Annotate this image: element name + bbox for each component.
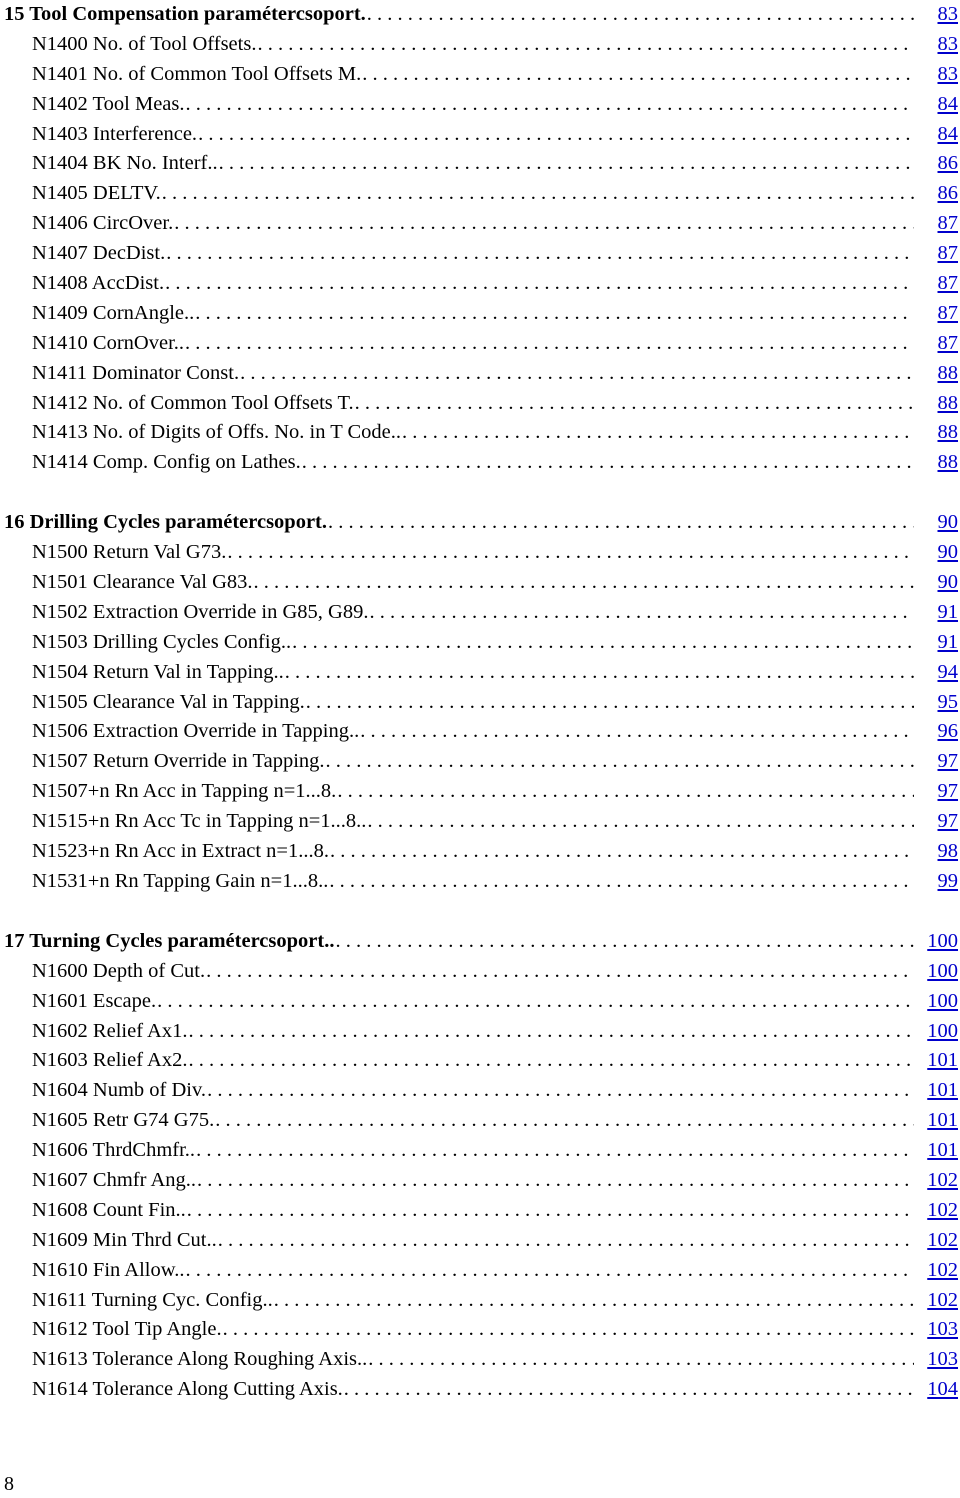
entry-label: N1606 ThrdChmfr.. [32, 1139, 196, 1162]
toc-section-header [0, 508, 960, 538]
toc-entry [0, 1166, 960, 1196]
toc-entry [0, 1256, 960, 1286]
toc-entry [0, 568, 960, 598]
dot-leader [257, 30, 914, 60]
entry-label: N1404 BK No. Interf.. [32, 152, 218, 175]
toc-entry [0, 1345, 960, 1375]
toc-section [0, 927, 960, 1405]
section-title: 15 Tool Compensation paramétercsoport. [4, 3, 366, 25]
page-link[interactable]: 102 [927, 1258, 958, 1281]
dot-leader [165, 269, 914, 299]
toc-entry [0, 1226, 960, 1256]
entry-label: N1506 Extraction Override in Tapping.. [32, 720, 360, 743]
dot-leader [285, 658, 914, 688]
toc-entry [0, 1076, 960, 1106]
dot-leader [186, 90, 915, 120]
toc-entry [0, 60, 960, 90]
page-link[interactable]: 102 [927, 1168, 958, 1191]
toc-entry [0, 239, 960, 269]
dot-leader [188, 1046, 914, 1076]
page-link[interactable]: 95 [937, 690, 958, 713]
dot-leader [185, 329, 914, 359]
entry-label: N1523+n Rn Acc in Extract n=1...8. [32, 840, 329, 863]
dot-leader [195, 299, 914, 329]
entry-label: N1605 Retr G74 G75. [32, 1109, 215, 1132]
entry-label: N1611 Turning Cyc. Config.. [32, 1288, 273, 1311]
dot-leader [219, 149, 914, 179]
toc-entry [0, 807, 960, 837]
page-link[interactable]: 102 [927, 1228, 958, 1251]
entry-label: N1503 Drilling Cycles Config.. [32, 630, 292, 653]
page-link[interactable]: 100 [927, 989, 958, 1012]
page-link[interactable]: 88 [937, 451, 958, 474]
entry-label: N1610 Fin Allow.. [32, 1258, 185, 1281]
dot-leader [254, 568, 914, 598]
dot-leader [174, 209, 914, 239]
page-link[interactable]: 97 [937, 810, 958, 833]
page-link[interactable]: 102 [927, 1198, 958, 1221]
entry-label: N1502 Extraction Override in G85, G89. [32, 600, 369, 623]
dot-leader [302, 448, 914, 478]
dot-leader [330, 837, 914, 867]
page-link[interactable]: 103 [927, 1318, 958, 1341]
entry-label: N1609 Min Thrd Cut.. [32, 1228, 217, 1251]
page-link[interactable]: 87 [937, 212, 958, 235]
toc-entry [0, 1286, 960, 1316]
entry-label: N1531+n Rn Tapping Gain n=1...8.. [32, 869, 329, 892]
dot-leader [198, 120, 914, 150]
section-title: 16 Drilling Cycles paramétercsoport. [4, 511, 327, 534]
page-link[interactable]: 87 [937, 331, 958, 354]
entry-label: N1515+n Rn Acc Tc in Tapping n=1...8.. [32, 810, 367, 833]
toc-section [0, 0, 960, 478]
entry-label: N1613 Tolerance Along Roughing Axis.. [32, 1348, 368, 1371]
dot-leader [227, 538, 914, 568]
toc-entry [0, 209, 960, 239]
entry-label: N1614 Tolerance Along Cutting Axis. [32, 1378, 343, 1401]
entry-label: N1507 Return Override in Tapping. [32, 750, 325, 773]
page-link[interactable]: 88 [937, 391, 958, 414]
page-link[interactable]: 83 [937, 3, 958, 25]
entry-label: N1405 DELTV. [32, 182, 161, 205]
dot-leader [369, 598, 914, 628]
dot-leader [306, 688, 914, 718]
toc-entry [0, 299, 960, 329]
page-link[interactable]: 83 [937, 62, 958, 85]
page-link[interactable]: 103 [927, 1348, 958, 1371]
page-link[interactable]: 101 [927, 1109, 958, 1132]
toc-entry [0, 389, 960, 419]
page-link[interactable]: 102 [927, 1288, 958, 1311]
page-link[interactable]: 84 [937, 122, 958, 145]
dot-leader [367, 0, 914, 30]
dot-leader [196, 1136, 914, 1166]
dot-leader [187, 1196, 914, 1226]
page-link[interactable]: 101 [927, 1049, 958, 1072]
toc-entry [0, 1375, 960, 1405]
page-link[interactable]: 99 [937, 869, 958, 892]
toc-entry [0, 269, 960, 299]
dot-leader [207, 1076, 914, 1106]
entry-label: N1602 Relief Ax1. [32, 1019, 188, 1042]
entry-label: N1601 Escape. [32, 989, 157, 1012]
entry-label: N1500 Return Val G73. [32, 541, 227, 564]
page-link[interactable]: 90 [937, 541, 958, 564]
dot-leader [166, 239, 914, 269]
dot-leader [368, 1345, 914, 1375]
toc-entry [0, 1106, 960, 1136]
toc-entry [0, 867, 960, 897]
dot-leader [367, 807, 914, 837]
dot-leader [206, 957, 914, 987]
dot-leader [326, 747, 914, 777]
toc-entry [0, 359, 960, 389]
toc-entry [0, 747, 960, 777]
page-link[interactable]: 86 [937, 152, 958, 175]
entry-label: N1608 Count Fin.. [32, 1198, 186, 1221]
entry-label: N1403 Interference. [32, 122, 198, 145]
entry-label: N1410 CornOver.. [32, 331, 185, 354]
entry-label: N1400 No. of Tool Offsets. [32, 32, 257, 55]
page-link[interactable]: 86 [937, 182, 958, 205]
page-link[interactable]: 87 [937, 242, 958, 265]
toc-section-header [0, 0, 960, 30]
entry-label: N1505 Clearance Val in Tapping. [32, 690, 305, 713]
entry-label: N1603 Relief Ax2. [32, 1049, 188, 1072]
toc-entry [0, 329, 960, 359]
dot-leader [223, 1315, 914, 1345]
page-link[interactable]: 91 [937, 600, 958, 623]
entry-label: N1507+n Rn Acc in Tapping n=1...8. [32, 780, 337, 803]
toc-entry [0, 837, 960, 867]
dot-leader [344, 1375, 914, 1405]
toc-entry [0, 120, 960, 150]
toc-entry [0, 957, 960, 987]
dot-leader [218, 1226, 914, 1256]
dot-leader [162, 179, 914, 209]
dot-leader [337, 777, 914, 807]
toc-entry [0, 179, 960, 209]
page-link[interactable]: 84 [937, 92, 958, 115]
toc-entry [0, 1315, 960, 1345]
toc-entry [0, 90, 960, 120]
dot-leader [157, 987, 914, 1017]
entry-label: N1412 No. of Common Tool Offsets T. [32, 391, 354, 414]
entry-label: N1604 Numb of Div. [32, 1079, 207, 1102]
page-link[interactable]: 87 [937, 301, 958, 324]
page-link[interactable]: 100 [927, 929, 958, 952]
page-link[interactable]: 87 [937, 272, 958, 295]
page-link[interactable]: 100 [927, 1019, 958, 1042]
toc-entry [0, 717, 960, 747]
entry-label: N1414 Comp. Config on Lathes. [32, 451, 301, 474]
entry-label: N1504 Return Val in Tapping.. [32, 660, 284, 683]
toc-entry [0, 688, 960, 718]
entry-label: N1607 Chmfr Ang.. [32, 1168, 196, 1191]
page-link[interactable]: 100 [927, 959, 958, 982]
dot-leader [355, 389, 914, 419]
page-link[interactable]: 96 [937, 720, 958, 743]
dot-leader [335, 927, 914, 957]
toc-entry [0, 538, 960, 568]
page-link[interactable]: 90 [937, 571, 958, 594]
page-number: 8 [4, 1473, 14, 1495]
toc-entry [0, 987, 960, 1017]
toc-entry [0, 1136, 960, 1166]
entry-label: N1409 CornAngle.. [32, 301, 195, 324]
page-link[interactable]: 97 [937, 780, 958, 803]
toc-section-header [0, 927, 960, 957]
toc-entry [0, 777, 960, 807]
toc-entry [0, 1196, 960, 1226]
toc-entry [0, 628, 960, 658]
dot-leader [188, 1017, 914, 1047]
toc-entry [0, 1017, 960, 1047]
page-link[interactable]: 94 [937, 660, 958, 683]
dot-leader [274, 1286, 914, 1316]
dot-leader [240, 359, 914, 389]
dot-leader [328, 508, 914, 538]
toc-entry [0, 418, 960, 448]
section-title: 17 Turning Cycles paramétercsoport.. [4, 929, 335, 952]
page-link[interactable]: 88 [937, 361, 958, 384]
entry-label: N1401 No. of Common Tool Offsets M. [32, 62, 362, 85]
toc-entry [0, 149, 960, 179]
page-link[interactable]: 91 [937, 630, 958, 653]
dot-leader [362, 60, 914, 90]
toc-entry [0, 448, 960, 478]
toc-entry [0, 1046, 960, 1076]
page-link[interactable]: 97 [937, 750, 958, 773]
page-link[interactable]: 101 [927, 1079, 958, 1102]
toc-entry [0, 30, 960, 60]
entry-label: N1413 No. of Digits of Offs. No. in T Code.. [32, 421, 401, 444]
dot-leader [360, 717, 914, 747]
entry-label: N1408 AccDist. [32, 272, 165, 295]
page-link[interactable]: 90 [937, 511, 958, 534]
dot-leader [197, 1166, 914, 1196]
entry-label: N1411 Dominator Const. [32, 361, 240, 384]
page-link[interactable]: 88 [937, 421, 958, 444]
entry-label: N1612 Tool Tip Angle. [32, 1318, 222, 1341]
entry-label: N1407 DecDist. [32, 242, 166, 265]
entry-label: N1501 Clearance Val G83. [32, 571, 253, 594]
toc-section [0, 508, 960, 897]
toc-entry [0, 658, 960, 688]
page-link[interactable]: 83 [937, 32, 958, 55]
dot-leader [185, 1256, 914, 1286]
entry-label: N1600 Depth of Cut. [32, 959, 206, 982]
entry-label: N1406 CircOver. [32, 212, 174, 235]
dot-leader [329, 867, 914, 897]
page-link[interactable]: 101 [927, 1139, 958, 1162]
dot-leader [402, 418, 914, 448]
entry-label: N1402 Tool Meas. [32, 92, 185, 115]
dot-leader [292, 628, 914, 658]
toc-entry [0, 598, 960, 628]
page-link[interactable]: 104 [927, 1378, 958, 1401]
dot-leader [215, 1106, 914, 1136]
page-link[interactable]: 98 [937, 840, 958, 863]
